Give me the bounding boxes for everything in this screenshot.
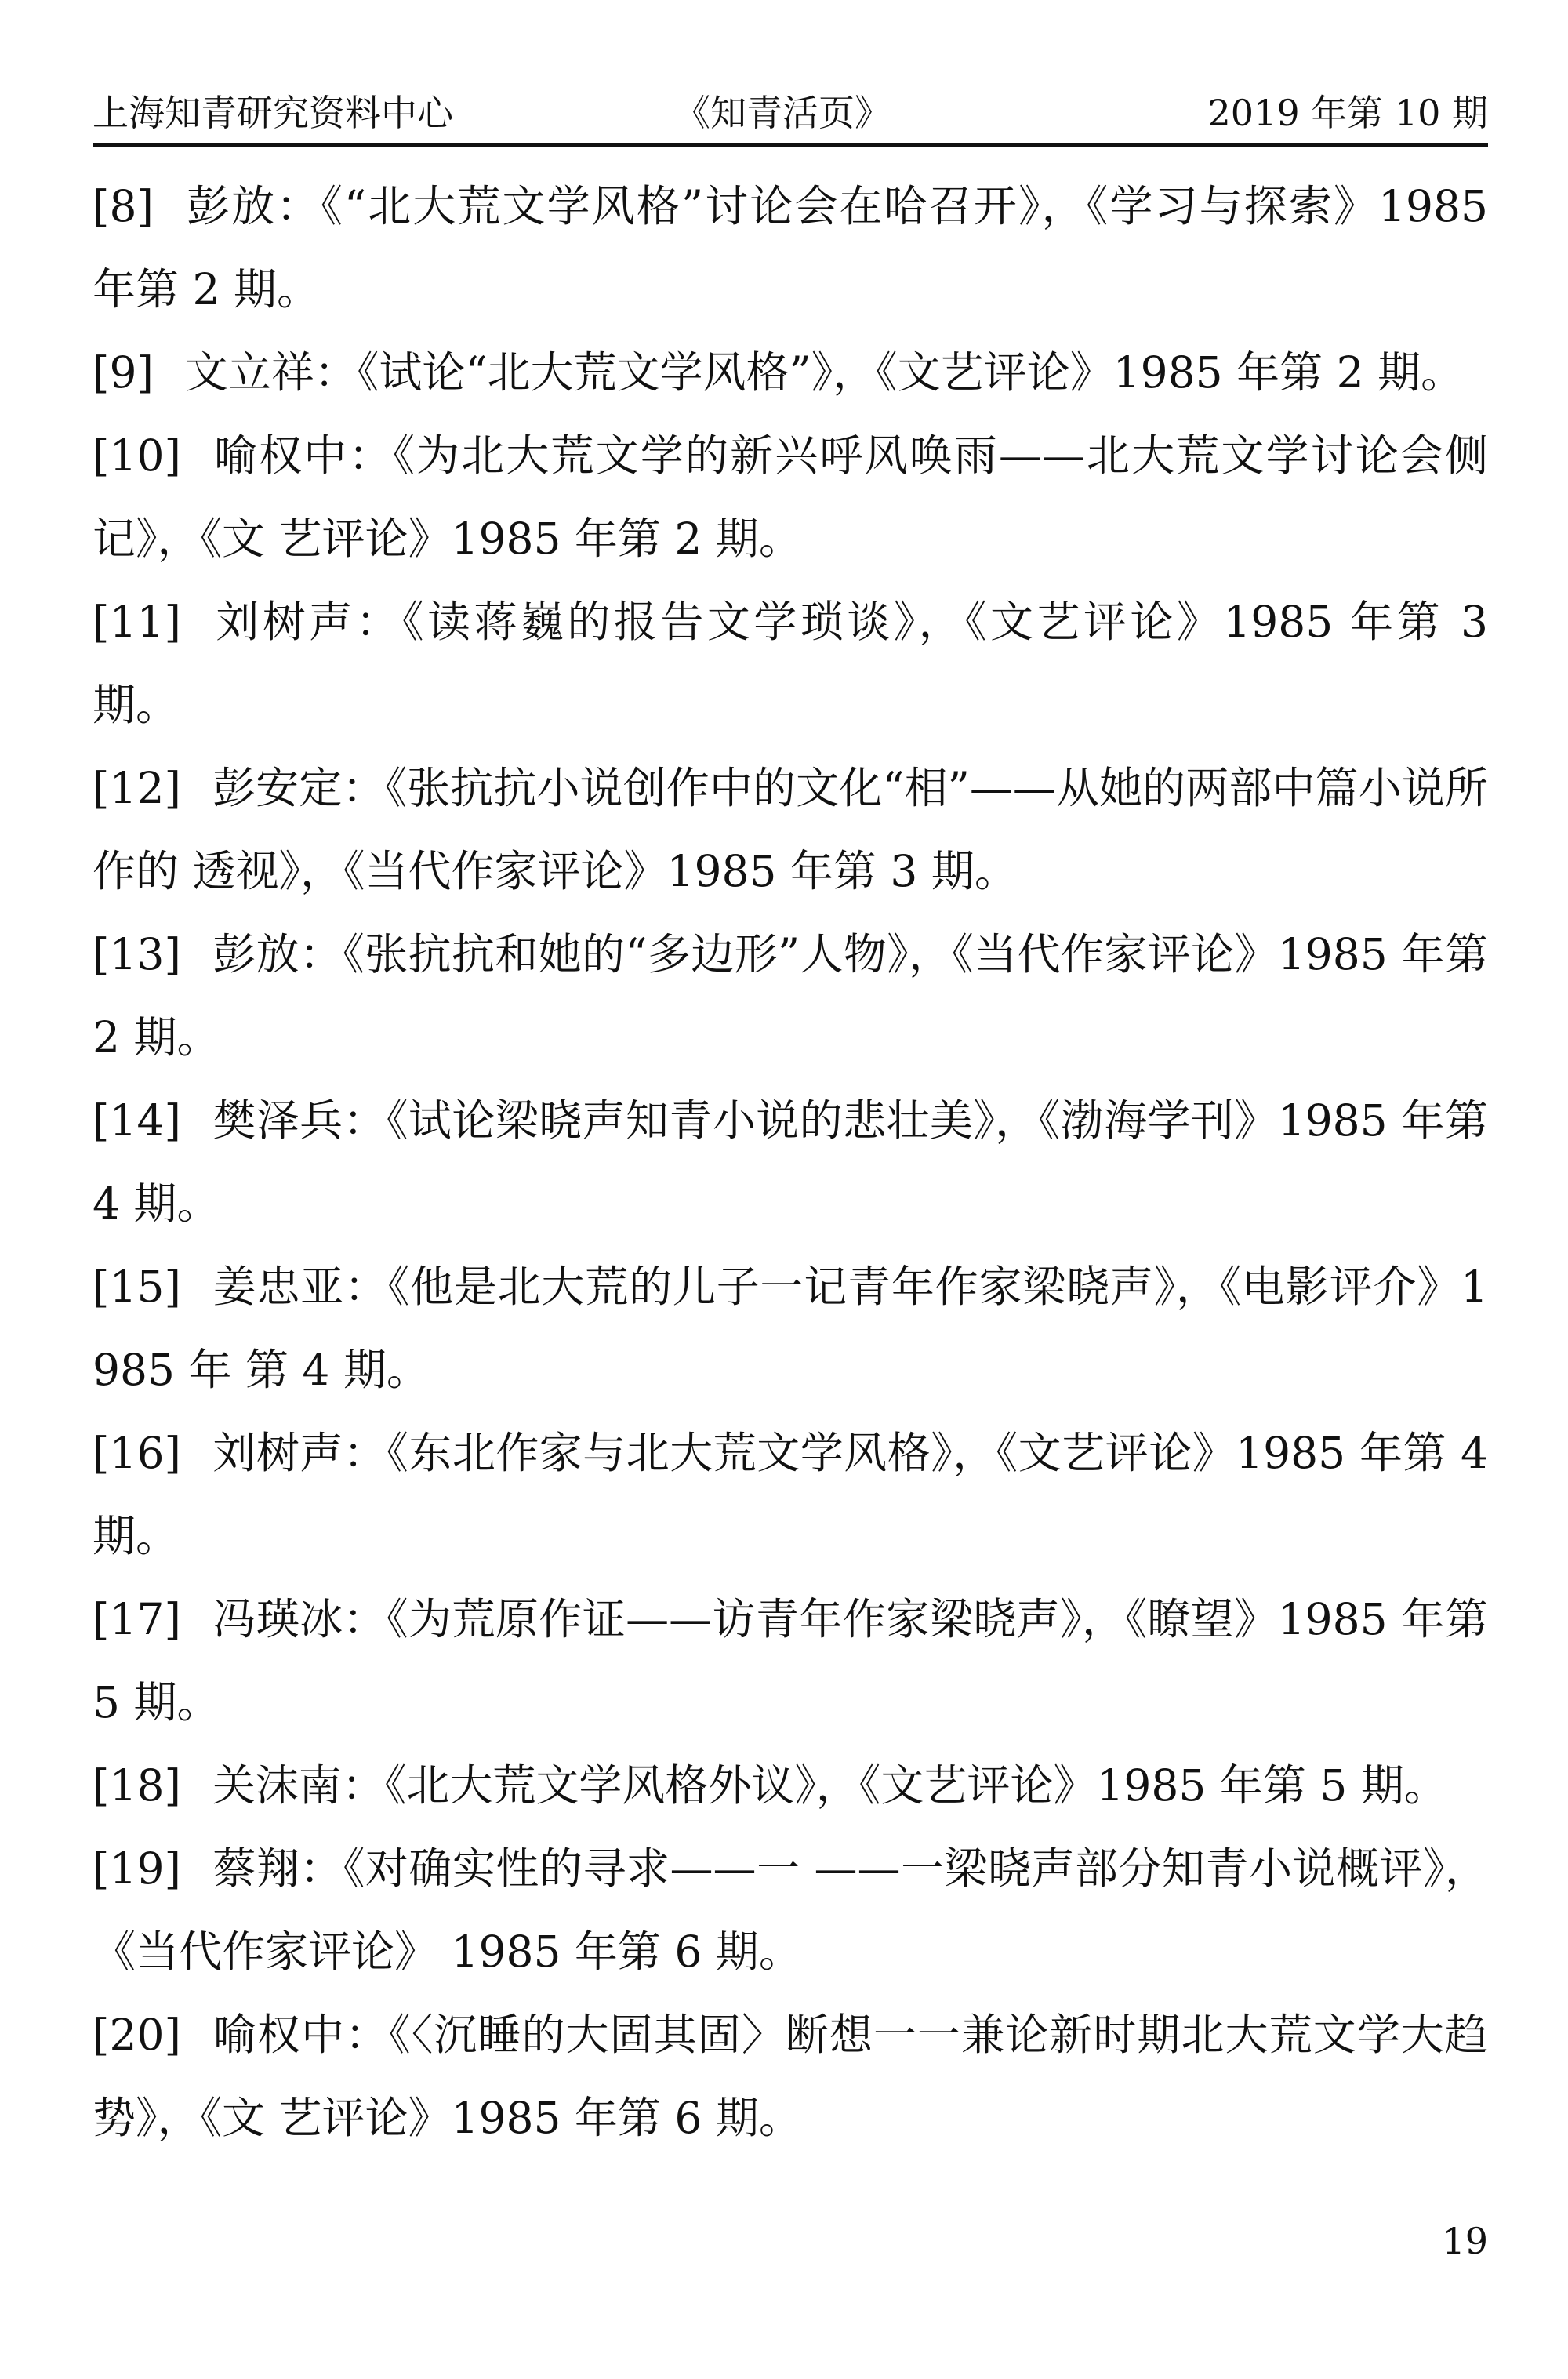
reference-number: [18] [93, 1760, 181, 1811]
reference-text: 冯瑛冰：《为荒原作证——访青年作家梁晓声》，《瞭望》1985 年第 5 期。 [93, 1594, 1488, 1727]
reference-number: [9] [93, 347, 154, 398]
reference-text: 彭放：《张抗抗和她的“多边形”人物》，《当代作家评论》1985 年第 2 期。 [93, 929, 1488, 1062]
header-organization: 上海知青研究资料中心 [93, 92, 453, 134]
reference-text: 蔡翔：《对确实性的寻求——一 ——一梁晓声部分知青小说概评》，《当代作家评论》 1985 年第 6 期。 [93, 1843, 1488, 1977]
reference-number: [10] [93, 430, 181, 481]
reference-item [93, 1827, 1488, 1993]
reference-number: [8] [93, 181, 154, 231]
reference-item [93, 1245, 1488, 1411]
reference-item [93, 331, 1488, 414]
reference-item [93, 1578, 1488, 1744]
reference-item [93, 1411, 1488, 1578]
reference-item [93, 913, 1488, 1079]
page-number: 19 [1442, 2220, 1488, 2262]
reference-number: [12] [93, 763, 181, 813]
reference-item [93, 1079, 1488, 1245]
reference-text: 樊泽兵：《试论梁晓声知青小说的悲壮美》，《渤海学刊》1985 年第 4 期。 [93, 1095, 1488, 1229]
reference-text: 彭放：《“北大荒文学风格”讨论会在哈召开》，《学习与探索》1985 年第 2 期。 [93, 181, 1488, 314]
header-journal-title: 《知青活页》 [674, 92, 891, 134]
reference-item [93, 746, 1488, 913]
reference-number: [20] [93, 2010, 181, 2060]
reference-item [93, 580, 1488, 746]
reference-text: 文立祥：《试论“北大荒文学风格”》，《文艺评论》1985 年第 2 期。 [184, 347, 1465, 398]
reference-text: 彭安定：《张抗抗小说创作中的文化“相”——从她的两部中篇小说所作的 透视》，《当代作家评论》1985 年第 3 期。 [93, 763, 1488, 896]
reference-item [93, 1993, 1488, 2159]
reference-number: [17] [93, 1594, 181, 1644]
reference-text: 喻权中：《为北大荒文学的新兴呼风唤雨——北大荒文学讨论会侧记》，《文 艺评论》1985 年第 2 期。 [93, 430, 1488, 564]
reference-item [93, 165, 1488, 331]
reference-text: 关沫南：《北大荒文学风格外议》，《文艺评论》1985 年第 5 期。 [212, 1760, 1447, 1811]
reference-number: [16] [93, 1428, 181, 1478]
header-divider [93, 143, 1488, 147]
reference-text: 刘树声：《读蒋巍的报告文学琐谈》，《文艺评论》1985 年第 3 期。 [93, 597, 1488, 730]
reference-item [93, 414, 1488, 580]
reference-number: [13] [93, 929, 181, 979]
reference-text: 喻权中：《〈沉睡的大固其固〉断想一一兼论新时期北大荒文学大趋势》，《文 艺评论》1985 年第 6 期。 [93, 2010, 1488, 2143]
header-issue: 2019 年第 10 期 [1207, 92, 1488, 134]
reference-text: 姜忠亚：《他是北大荒的儿子一记青年作家梁晓声》，《电影评介》1985 年 第 4 期。 [93, 1262, 1488, 1395]
reference-number: [19] [93, 1843, 181, 1894]
reference-item [93, 1744, 1488, 1827]
reference-number: [15] [93, 1262, 181, 1312]
running-header [93, 82, 1488, 144]
reference-number: [11] [93, 597, 181, 647]
reference-text: 刘树声：《东北作家与北大荒文学风格》，《文艺评论》1985 年第 4 期。 [93, 1428, 1488, 1561]
reference-list [93, 165, 1488, 2159]
reference-number: [14] [93, 1095, 181, 1146]
